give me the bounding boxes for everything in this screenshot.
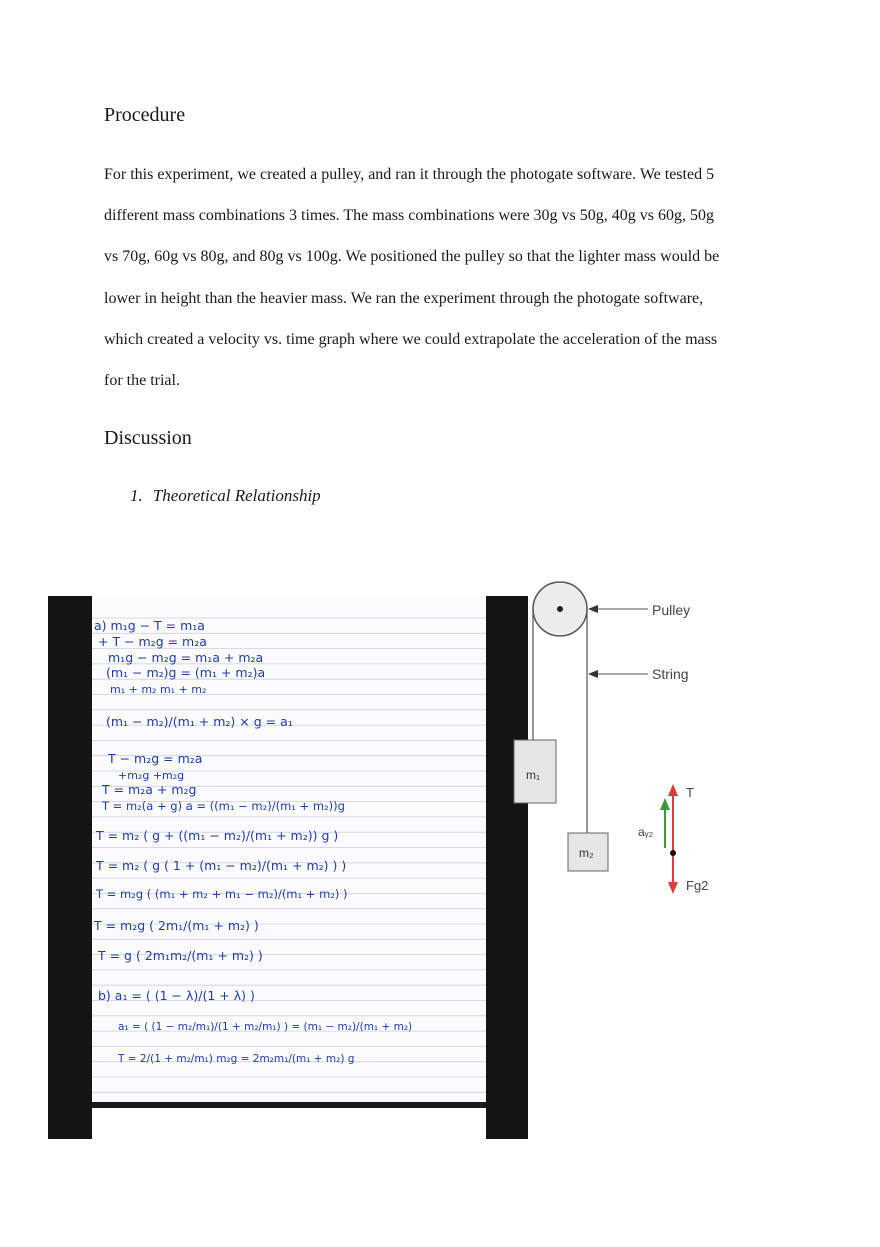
tension-label: T [686, 785, 694, 800]
paragraph-line: different mass combinations 3 times. The mass combinations were 30g vs 50g, 40g vs 60g, 50g [104, 207, 714, 225]
photo-border-bottom [92, 1108, 486, 1139]
hw-line: (m₁ − m₂)/(m₁ + m₂) × g = a₁ [106, 714, 293, 729]
pulley-pointer-arrow [588, 605, 598, 613]
subsection-title [130, 486, 321, 506]
hw-line: T = m₂g ( (m₁ + m₂ + m₁ − m₂)/(m₁ + m₂) ) [96, 887, 348, 901]
gravity-label: Fg2 [686, 878, 709, 893]
hw-line: T = g ( 2m₁m₂/(m₁ + m₂) ) [98, 948, 263, 963]
accel-label: aᵧ₂ [638, 825, 654, 839]
mass-2-label: m₂ [579, 846, 594, 860]
string-label: String [652, 666, 689, 682]
hw-line: a) m₁g − T = m₁a [94, 618, 205, 633]
hw-line: T = m₂g ( 2m₁/(m₁ + m₂) ) [94, 918, 259, 933]
string-pointer-arrow [588, 670, 598, 678]
subsection-number: 1. [130, 486, 143, 505]
hw-line: T = m₂(a + g) a = ((m₁ − m₂)/(m₁ + m₂))g [102, 799, 345, 813]
hw-line: T = m₂ ( g ( 1 + (m₁ − m₂)/(m₁ + m₂) ) ) [96, 858, 347, 873]
accel-arrow-head [660, 798, 670, 810]
procedure-paragraph [104, 154, 784, 401]
pulley-label: Pulley [652, 602, 691, 618]
force-point [670, 850, 676, 856]
hw-line: +m₂g +m₂g [118, 769, 185, 782]
hw-line: T = 2/(1 + m₂/m₁) m₂g = 2m₂m₁/(m₁ + m₂) g [118, 1053, 355, 1065]
hw-line: T = m₂ ( g + ((m₁ − m₂)/(m₁ + m₂)) g ) [96, 828, 339, 843]
photo-border-right [486, 596, 528, 1139]
discussion-heading: Discussion [104, 427, 192, 449]
handwritten-notes-image [48, 596, 528, 1139]
paragraph-line: For this experiment, we created a pulley, and ran it through the photogate software. We tested 5 [104, 166, 715, 183]
hw-line: T = m₂a + m₂g [102, 782, 197, 797]
hw-line: + T − m₂g = m₂a [98, 634, 207, 649]
procedure-heading: Procedure [104, 104, 186, 126]
paragraph-line: vs 70g, 60g vs 80g, and 80g vs 100g. We positioned the pulley so that the lighter mass would be [104, 248, 720, 266]
tension-arrow-head [668, 784, 678, 796]
pulley-axle [557, 606, 563, 612]
hw-line: a₁ = ( (1 − m₂/m₁)/(1 + m₂/m₁) ) = (m₁ − m₂)/(m₁ + m₂) [118, 1021, 413, 1033]
paragraph-line: lower in height than the heavier mass. We ran the experiment through the photogate software, [104, 289, 704, 307]
subsection-text: Theoretical Relationship [152, 486, 321, 505]
hw-line: b) a₁ = ( (1 − λ)/(1 + λ) ) [98, 988, 255, 1003]
gravity-arrow-head [668, 882, 678, 894]
hw-line: (m₁ − m₂)g = (m₁ + m₂)a [106, 665, 266, 680]
paragraph-line: for the trial. [104, 372, 180, 390]
paragraph-line: which created a velocity vs. time graph where we could extrapolate the acceleration of the mass [104, 330, 718, 348]
atwood-diagram [514, 582, 708, 894]
notebook-bottom-bar [92, 1102, 486, 1108]
hw-line: m₁g − m₂g = m₁a + m₂a [108, 650, 264, 665]
photo-border-left [48, 596, 92, 1139]
hw-line: m₁ + m₂ m₁ + m₂ [110, 683, 207, 696]
hw-line: T − m₂g = m₂a [108, 751, 203, 766]
mass-1-label: m₁ [526, 768, 541, 782]
theory-figure [48, 578, 768, 1143]
